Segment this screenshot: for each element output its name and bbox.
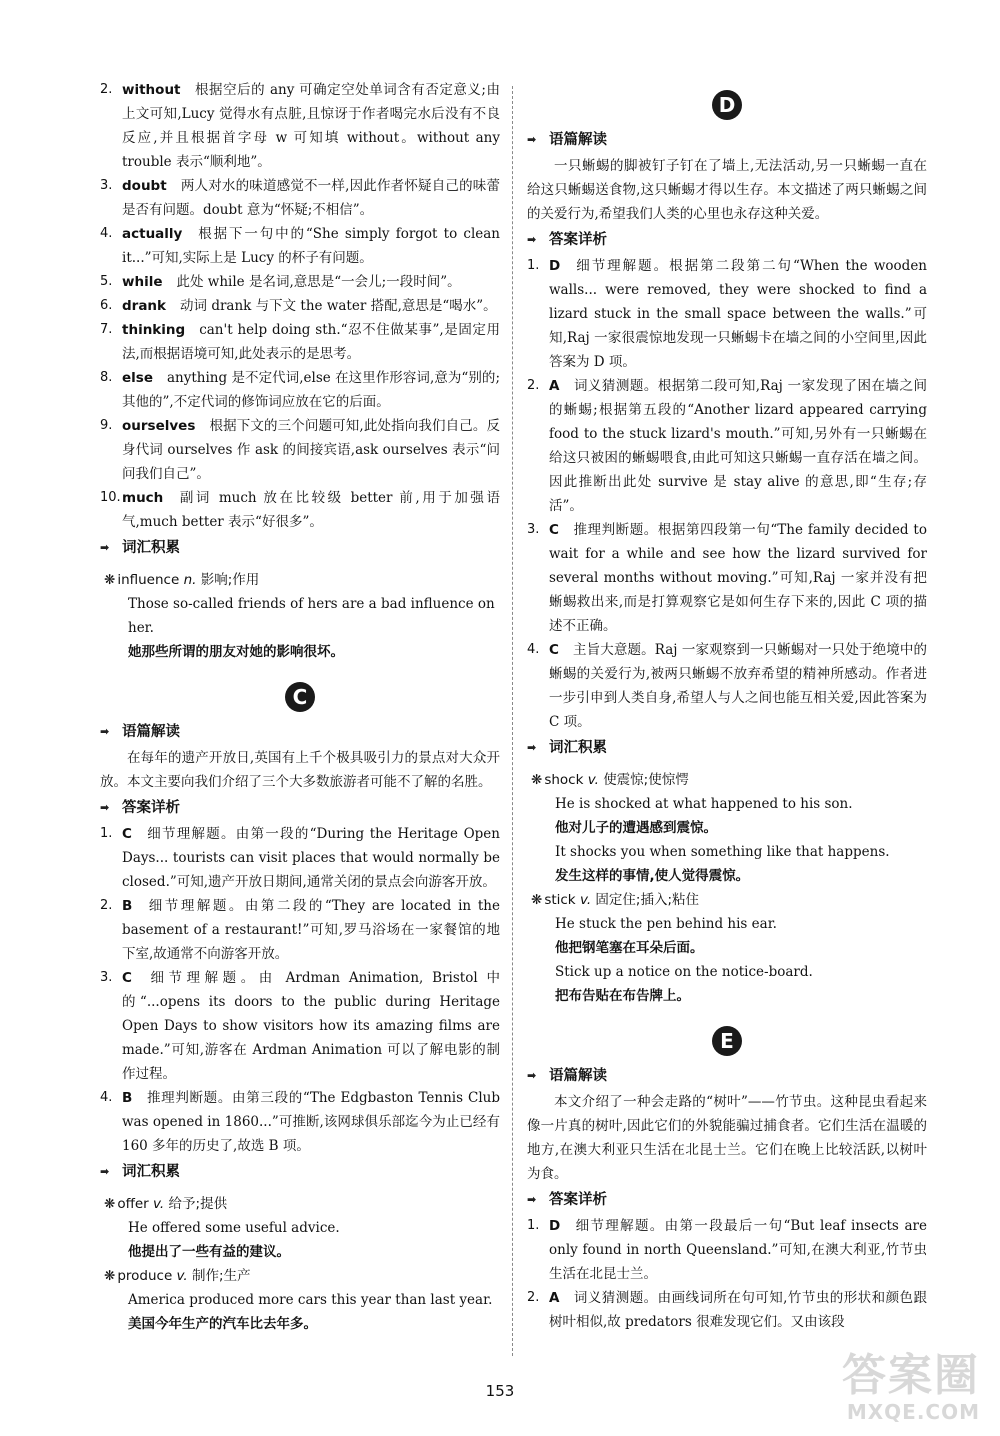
vocab-word: produce	[117, 1268, 173, 1284]
item-number: 1.	[100, 826, 113, 841]
item-answer: while	[122, 274, 163, 290]
vocab-example: He offered some useful advice.	[128, 1220, 340, 1236]
item-answer: drank	[122, 298, 167, 314]
vocab-entry	[531, 888, 927, 912]
vocab-word: shock	[544, 772, 584, 788]
item-answer: A	[549, 1290, 560, 1306]
item-explanation: 推理判断题。根据第四段第一句“The family decided to wait for a while and see how the lizard survived for several months without moving.”可知,Raj 一家并没有把蜥蜴救出来,而是打算观察它是如何生存下来的,因此 C 项的描述不正确。	[549, 522, 927, 634]
vocab-pos: n.	[183, 572, 197, 588]
vocab-entry	[104, 1192, 500, 1216]
item-answer: C	[549, 522, 559, 538]
item-body	[549, 1214, 927, 1286]
summary-text: 一只蜥蜴的脚被钉子钉在了墙上,无法活动,另一只蜥蜴一直在给这只蜥蜴送食物,这只蜥蜴才得以生存。本文描述了两只蜥蜴之间的关爱行为,希望我们人类的心里也永存这种关爱。	[527, 158, 927, 222]
answer-item	[100, 1086, 500, 1158]
section-arrow-icon: ➡	[100, 801, 110, 814]
section-arrow-icon: ➡	[100, 541, 110, 554]
answer-item	[100, 414, 500, 486]
section-title: 答案详析	[549, 1192, 607, 1208]
item-number: 4.	[100, 226, 113, 241]
vocab-translation: 美国今年生产的汽车比去年多。	[128, 1316, 317, 1332]
asterisk-icon: ❋	[531, 772, 543, 788]
item-explanation: 副词 much 放在比较级 better 前,用于加强语气,much better 表示“好很多”。	[122, 490, 500, 530]
item-body	[549, 1286, 927, 1334]
section-heading	[100, 1160, 500, 1184]
vocab-meaning: 使震惊;使惊愕	[603, 772, 689, 788]
answer-item	[100, 222, 500, 270]
item-body	[122, 486, 500, 534]
item-body	[122, 966, 500, 1086]
vocab-translation: 她那些所谓的朋友对她的影响很坏。	[128, 644, 344, 660]
item-answer: ourselves	[122, 418, 196, 434]
answer-item	[527, 518, 927, 638]
item-explanation: 词义猜测题。根据第二段可知,Raj 一家发现了困在墙之间的蜥蜴;根据第五段的“Another lizard appeared carrying food to the stuck lizard's mouth.”可知,另外有一只蜥蜴在给这只被困的蜥蜴喂食,由此可知这只蜥蜴一直存活在墙之间。因此推断出此处 survive 是 stay alive 的意思,即“生存;存活”。	[549, 378, 927, 514]
vocab-example: Stick up a notice on the notice-board.	[555, 964, 813, 980]
vocab-example: He is shocked at what happened to his son.	[555, 796, 853, 812]
section-heading	[527, 1064, 927, 1088]
item-body	[122, 894, 500, 966]
item-explanation: 根据空后的 any 可确定空处单词含有否定意义;由上文可知,Lucy 觉得水有点脏,且惊讶于作者喝完水后没有不良反应,并且根据首字母 w 可知填 without。without any trouble 表示“顺利地”。	[122, 82, 500, 170]
item-body	[122, 222, 500, 270]
answer-item	[100, 894, 500, 966]
item-explanation: 主旨大意题。Raj 一家观察到一只蜥蜴对一只处于绝境中的蜥蜴的关爱行为,被两只蜥蜴不放弃希望的精神所感动。作者进一步引申到人类自身,希望人与人之间也能互相关爱,因此答案为 C 项。	[549, 642, 927, 730]
section-title: 词汇积累	[122, 540, 180, 556]
passage-badge: D	[712, 90, 742, 120]
section-title: 答案详析	[549, 232, 607, 248]
item-body	[122, 78, 500, 174]
vocab-meaning: 给予;提供	[168, 1196, 228, 1212]
vocab-box	[100, 562, 500, 670]
section-heading	[100, 536, 500, 560]
vocab-translation: 他提出了一些有益的建议。	[128, 1244, 290, 1260]
section-title: 语篇解读	[549, 132, 607, 148]
item-answer: C	[122, 970, 132, 986]
answer-item	[100, 486, 500, 534]
item-number: 2.	[527, 378, 540, 393]
answer-item	[100, 294, 500, 318]
vocab-meaning: 制作;生产	[192, 1268, 251, 1284]
section-arrow-icon: ➡	[100, 1165, 110, 1178]
item-explanation: 两人对水的味道感觉不一样,因此作者怀疑自己的味蕾是否有问题。doubt 意为“怀疑;不相信”。	[122, 178, 500, 218]
item-body	[122, 822, 500, 894]
column-divider	[512, 86, 513, 1356]
item-explanation: 细节理解题。由 Ardman Animation, Bristol 中的“...opens its doors to the public during Heritage Open Days to show visitors how its amazing films are made.”可知,游客在 Ardman Animation 可以了解电影的制作过程。	[122, 970, 500, 1082]
item-answer: C	[549, 642, 559, 658]
answer-item	[527, 374, 927, 518]
item-body	[549, 518, 927, 638]
asterisk-icon: ❋	[104, 1196, 116, 1212]
answer-item	[100, 270, 500, 294]
item-body	[122, 414, 500, 486]
item-answer: without	[122, 82, 181, 98]
section-title: 语篇解读	[122, 724, 180, 740]
item-body	[122, 174, 500, 222]
item-number: 1.	[527, 1218, 540, 1233]
vocab-word: offer	[117, 1196, 149, 1212]
item-explanation: 细节理解题。由第二段的“They are located in the basement of a restaurant!”可知,罗马浴场在一家餐馆的地下室,故通常不向游客开放。	[122, 898, 500, 962]
item-body	[122, 1086, 500, 1158]
section-arrow-icon: ➡	[527, 233, 537, 246]
summary-text: 在每年的遗产开放日,英国有上千个极具吸引力的景点对大众开放。本文主要向我们介绍了三个大多数旅游者可能不了解的名胜。	[100, 750, 500, 790]
item-explanation: 细节理解题。由第一段的“During the Heritage Open Days... tourists can visit places that would normally be closed.”可知,遗产开放日期间,通常关闭的景点会向游客开放。	[122, 826, 500, 890]
item-body	[549, 638, 927, 734]
item-number: 2.	[527, 1290, 540, 1305]
vocab-pos: v.	[579, 892, 592, 908]
item-body	[122, 318, 500, 366]
answer-item	[100, 174, 500, 222]
vocab-example: It shocks you when something like that happens.	[555, 844, 890, 860]
item-number: 4.	[527, 642, 540, 657]
item-number: 7.	[100, 322, 113, 337]
vocab-pos: v.	[587, 772, 599, 788]
item-answer: A	[549, 378, 560, 394]
left-column	[100, 78, 500, 1348]
item-number: 8.	[100, 370, 113, 385]
passage-badge: E	[712, 1026, 742, 1056]
item-explanation: 根据下一句中的“She simply forgot to clean it...”可知,实际上是 Lucy 的杯子有问题。	[122, 226, 500, 266]
section-title: 词汇积累	[549, 740, 607, 756]
item-answer: D	[549, 1218, 561, 1234]
section-title: 语篇解读	[549, 1068, 607, 1084]
section-heading	[527, 228, 927, 252]
section-arrow-icon: ➡	[527, 1193, 537, 1206]
section-arrow-icon: ➡	[100, 725, 110, 738]
item-explanation: 动词 drank 与下文 the water 搭配,意思是“喝水”。	[180, 298, 497, 314]
answer-item	[100, 822, 500, 894]
vocab-pos: v.	[153, 1196, 165, 1212]
vocab-word: stick	[544, 892, 576, 908]
vocab-example: Those so-called friends of hers are a bad influence on her.	[128, 596, 495, 636]
watermark-line1: 答案圈	[842, 1350, 980, 1401]
section-arrow-icon: ➡	[527, 1069, 537, 1082]
item-number: 3.	[100, 970, 113, 985]
item-explanation: 此处 while 是名词,意思是“一会儿;一段时间”。	[176, 274, 461, 290]
item-number: 9.	[100, 418, 113, 433]
item-explanation: 词义猜测题。由画线词所在句可知,竹节虫的形状和颜色跟树叶相似,故 predators 很难发现它们。又由该段	[549, 1290, 927, 1330]
vocab-box	[527, 762, 927, 1014]
item-body	[122, 294, 500, 318]
section-heading	[100, 796, 500, 820]
vocab-word: influence	[117, 572, 180, 588]
item-number: 3.	[527, 522, 540, 537]
answer-item	[527, 638, 927, 734]
vocab-translation: 发生这样的事情,使人觉得震惊。	[555, 868, 750, 884]
answer-item	[100, 966, 500, 1086]
section-title: 词汇积累	[122, 1164, 180, 1180]
vocab-example: He stuck the pen behind his ear.	[555, 916, 777, 932]
item-answer: D	[549, 258, 561, 274]
section-heading	[527, 1188, 927, 1212]
item-answer: actually	[122, 226, 183, 242]
item-answer: doubt	[122, 178, 167, 194]
item-answer: much	[122, 490, 164, 506]
item-number: 2.	[100, 82, 113, 97]
asterisk-icon: ❋	[531, 892, 543, 908]
summary-text: 本文介绍了一种会走路的“树叶”——竹节虫。这种昆虫看起来像一片真的树叶,因此它们的外貌能骗过捕食者。它们生活在温暖的地方,在澳大利亚只生活在北昆士兰。它们在晚上比较活跃,以树叶为食。	[527, 1094, 927, 1182]
answer-item	[527, 254, 927, 374]
vocab-meaning: 固定住;插入;粘住	[595, 892, 700, 908]
answer-item	[527, 1286, 927, 1334]
item-number: 10.	[100, 490, 121, 505]
item-number: 4.	[100, 1090, 113, 1105]
section-title: 答案详析	[122, 800, 180, 816]
item-explanation: can't help doing sth.“忍不住做某事”,是固定用法,而根据语境可知,此处表示的是思考。	[122, 322, 500, 362]
item-number: 6.	[100, 298, 113, 313]
answer-item	[100, 78, 500, 174]
answer-item	[100, 366, 500, 414]
right-column	[527, 78, 927, 1334]
vocab-translation: 他把钢笔塞在耳朵后面。	[555, 940, 704, 956]
item-number: 5.	[100, 274, 113, 289]
answer-item	[527, 1214, 927, 1286]
item-body	[122, 366, 500, 414]
item-explanation: 根据下文的三个问题可知,此处指向我们自己。反身代词 ourselves 作 ask 的间接宾语,ask ourselves 表示“问问我们自己”。	[122, 418, 500, 482]
item-number: 1.	[527, 258, 540, 273]
item-explanation: 细节理解题。根据第二段第二句“When the wooden walls... were removed, they were shocked to find a lizard stuck in the small space between the walls.”可知,Raj 一家很震惊地发现一只蜥蜴卡在墙之间的小空间里,因此答案为 D 项。	[549, 258, 927, 370]
section-heading	[527, 128, 927, 152]
item-number: 2.	[100, 898, 113, 913]
item-body	[122, 270, 500, 294]
vocab-translation: 他对儿子的遭遇感到震惊。	[555, 820, 717, 836]
item-answer: B	[122, 898, 133, 914]
answer-item	[100, 318, 500, 366]
vocab-translation: 把布告贴在布告牌上。	[555, 988, 690, 1004]
item-explanation: 推理判断题。由第三段的“The Edgbaston Tennis Club was opened in 1860...”可推断,该网球俱乐部迄今为止已经有 160 多年的历史了,故选 B 项。	[122, 1090, 500, 1154]
vocab-entry	[531, 768, 927, 792]
section-arrow-icon: ➡	[527, 133, 537, 146]
vocab-example: America produced more cars this year than last year.	[128, 1292, 493, 1308]
watermark-logo	[842, 1352, 980, 1424]
watermark-line2: MXQE.COM	[846, 1400, 980, 1424]
passage-badge: C	[285, 682, 315, 712]
section-heading	[100, 720, 500, 744]
item-explanation: anything 是不定代词,else 在这里作形容词,意为“别的;其他的”,不定代词的修饰词应放在它的后面。	[122, 370, 500, 410]
page-number: 153	[485, 1382, 515, 1400]
item-answer: C	[122, 826, 132, 842]
section-heading	[527, 736, 927, 760]
item-body	[549, 254, 927, 374]
item-body	[549, 374, 927, 518]
section-arrow-icon: ➡	[527, 741, 537, 754]
vocab-meaning: 影响;作用	[200, 572, 260, 588]
item-answer: else	[122, 370, 153, 386]
item-number: 3.	[100, 178, 113, 193]
vocab-pos: v.	[176, 1268, 188, 1284]
item-explanation: 细节理解题。由第一段最后一句“But leaf insects are only found in north Queensland.”可知,在澳大利亚,竹节虫生活在北昆士兰。	[549, 1218, 927, 1282]
item-answer: thinking	[122, 322, 186, 338]
item-answer: B	[122, 1090, 133, 1106]
vocab-box	[100, 1186, 500, 1342]
vocab-entry	[104, 1264, 500, 1288]
asterisk-icon: ❋	[104, 572, 116, 588]
asterisk-icon: ❋	[104, 1268, 116, 1284]
vocab-entry	[104, 568, 500, 592]
